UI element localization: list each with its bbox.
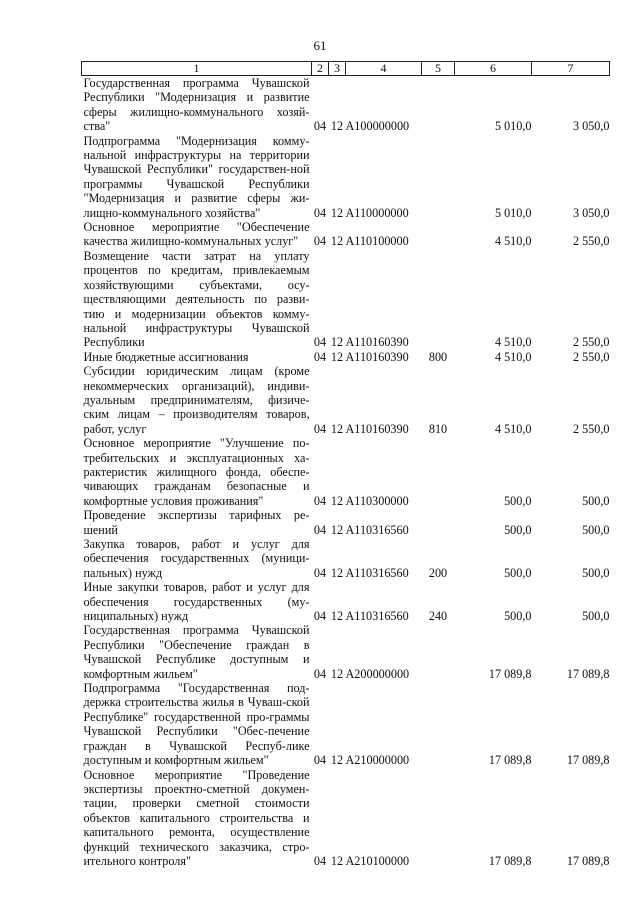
row-name: Основное мероприятие "Проведение экспертизы проектно-сметной докумен-тации, проверки сметной стоимости объектов капитального строительства и капитального ремонта, осуществление функций технического заказчика, стро-ительного контроля" — [83, 767, 310, 868]
row-vr — [422, 623, 455, 681]
row-sum2: 500,0 — [582, 522, 610, 537]
row-cs: А110316560 — [345, 565, 409, 580]
row-vr — [422, 681, 455, 767]
row-sum2: 17 089,8 — [566, 853, 610, 868]
col-header-rz: 3 — [329, 62, 346, 76]
row-name: Иные бюджетные ассигнования — [83, 349, 249, 364]
row-rz: 12 — [330, 335, 344, 350]
row-gr: 04 — [313, 335, 327, 350]
table-row — [82, 508, 610, 537]
row-cs: А100000000 — [345, 119, 410, 134]
row-name: Возмещение части затрат на уплату процентов по кредитам, привлекаемым хозяйствующими субъектами, осу-ществляющими деятельность по разви-тию и модернизации объектов комму-нальной инфраструктуры Чувашской Республики — [83, 248, 310, 350]
row-name: Основное мероприятие "Обеспечение качества жилищно-коммунальных услуг" — [83, 220, 310, 249]
row-sum2: 500,0 — [582, 609, 610, 624]
row-rz: 12 — [330, 565, 344, 580]
row-sum2: 2 550,0 — [572, 335, 610, 350]
col-header-sum2: 7 — [532, 62, 610, 76]
row-cs: А110316560 — [345, 609, 409, 624]
row-cs: А110100000 — [345, 234, 409, 249]
row-cs: А110160390 — [345, 335, 409, 350]
row-sum1: 4 510,0 — [494, 234, 532, 249]
row-cs: А110316560 — [345, 522, 409, 537]
row-cs: А110300000 — [345, 493, 409, 508]
table-row — [82, 623, 610, 681]
table-row — [82, 681, 610, 767]
row-gr: 04 — [313, 349, 327, 364]
row-name: Основное мероприятие "Улучшение по-требительских и эксплуатационных ха-рактеристик жилищного фонда, обеспе-чивающих гражданам безопасные и комфортные условия проживания" — [83, 436, 310, 508]
row-vr — [422, 220, 455, 249]
row-gr: 04 — [313, 609, 327, 624]
row-sum1: 4 510,0 — [494, 421, 532, 436]
col-header-sum1: 6 — [455, 62, 532, 76]
row-sum1: 17 089,8 — [488, 853, 532, 868]
row-cs: А110160390 — [345, 421, 409, 436]
row-sum1: 17 089,8 — [488, 666, 532, 681]
row-rz: 12 — [330, 753, 344, 768]
row-name: Подпрограмма "Модернизация комму-нальной инфраструктуры на территории Чувашской Республики" государствен-ной программы Чувашской Республики "Модернизация и развитие сферы жи-лищно-коммунального хозяйства" — [83, 133, 310, 220]
row-sum2: 2 550,0 — [572, 234, 610, 249]
row-sum1: 5 010,0 — [494, 205, 532, 220]
row-sum1: 4 510,0 — [494, 349, 532, 364]
row-sum2: 17 089,8 — [566, 666, 610, 681]
row-cs: А210100000 — [345, 853, 410, 868]
row-sum1: 500,0 — [504, 565, 532, 580]
row-sum2: 3 050,0 — [572, 119, 610, 134]
row-gr: 04 — [313, 565, 327, 580]
row-name: Государственная программа Чувашской Республики "Модернизация и развитие сферы жилищно-коммунального хозяй-ства" — [83, 76, 310, 134]
row-gr: 04 — [313, 234, 327, 249]
row-vr — [422, 508, 455, 537]
row-gr: 04 — [313, 753, 327, 768]
col-header-name: 1 — [82, 62, 312, 76]
col-header-cs: 4 — [346, 62, 422, 76]
row-gr: 04 — [313, 119, 327, 134]
row-sum1: 500,0 — [504, 493, 532, 508]
row-name: Подпрограмма "Государственная под-держка строительства жилья в Чуваш-ской Республике" государственной про-граммы Чувашской Республики "Обес-печение граждан в Чувашской Респуб-лике доступным и комфортным жильем" — [83, 681, 310, 768]
table-row — [82, 76, 610, 134]
budget-table — [81, 61, 610, 868]
row-sum2: 3 050,0 — [572, 205, 610, 220]
row-gr: 04 — [313, 666, 327, 681]
row-vr — [422, 768, 455, 869]
row-vr: 200 — [428, 565, 448, 580]
row-sum2: 500,0 — [582, 493, 610, 508]
row-vr — [422, 249, 455, 350]
row-rz: 12 — [330, 493, 344, 508]
row-rz: 12 — [330, 205, 344, 220]
row-sum1: 17 089,8 — [488, 753, 532, 768]
row-sum1: 500,0 — [504, 609, 532, 624]
table-row — [82, 220, 610, 249]
row-vr: 810 — [428, 421, 448, 436]
table-row — [82, 537, 610, 580]
row-sum2: 2 550,0 — [572, 349, 610, 364]
row-gr: 04 — [313, 493, 327, 508]
row-sum1: 5 010,0 — [494, 119, 532, 134]
row-vr: 800 — [428, 349, 448, 364]
row-sum2: 17 089,8 — [566, 753, 610, 768]
row-cs: А110160390 — [345, 349, 409, 364]
page-number: 61 — [313, 38, 327, 53]
table-row — [82, 768, 610, 869]
row-cs: А200000000 — [345, 666, 410, 681]
table-row — [82, 134, 610, 220]
row-rz: 12 — [330, 119, 344, 134]
row-name: Субсидии юридическим лицам (кроме некоммерческих организаций), индиви-дуальным предпринимателям, физиче-ским лицам – производителям товаров, работ, услуг — [83, 364, 310, 436]
table-row — [82, 436, 610, 508]
row-cs: А110000000 — [345, 205, 409, 220]
row-name: Закупка товаров, работ и услуг для обеспечения государственных (муници-пальных) нужд — [83, 537, 310, 580]
row-name: Проведение экспертизы тарифных ре-шений — [83, 508, 310, 537]
table-row — [82, 249, 610, 350]
row-gr: 04 — [313, 421, 327, 436]
row-rz: 12 — [330, 234, 344, 249]
row-gr: 04 — [313, 522, 327, 537]
row-gr: 04 — [313, 853, 327, 868]
row-vr — [422, 436, 455, 508]
row-cs: А210000000 — [345, 753, 410, 768]
row-sum2: 2 550,0 — [572, 421, 610, 436]
table-header — [82, 62, 610, 76]
col-header-gr: 2 — [312, 62, 329, 76]
row-rz: 12 — [330, 853, 344, 868]
row-rz: 12 — [330, 522, 344, 537]
row-rz: 12 — [330, 421, 344, 436]
row-sum1: 500,0 — [504, 522, 532, 537]
row-rz: 12 — [330, 349, 344, 364]
table-body — [82, 76, 610, 869]
header-row — [82, 62, 610, 76]
row-vr — [422, 76, 455, 134]
row-vr: 240 — [428, 609, 448, 624]
row-sum2: 500,0 — [582, 565, 610, 580]
row-vr — [422, 134, 455, 220]
table-row — [82, 364, 610, 436]
row-rz: 12 — [330, 609, 344, 624]
table-row — [82, 350, 610, 364]
table-row — [82, 580, 610, 623]
row-sum1: 4 510,0 — [494, 335, 532, 350]
col-header-vr: 5 — [422, 62, 455, 76]
row-name: Иные закупки товаров, работ и услуг для обеспечения государственных (му-ниципальных) нужд — [83, 580, 310, 624]
row-name: Государственная программа Чувашской Республики "Обеспечение граждан в Чувашской Республике доступным и комфортным жильем" — [83, 623, 310, 681]
row-rz: 12 — [330, 666, 344, 681]
row-gr: 04 — [313, 205, 327, 220]
